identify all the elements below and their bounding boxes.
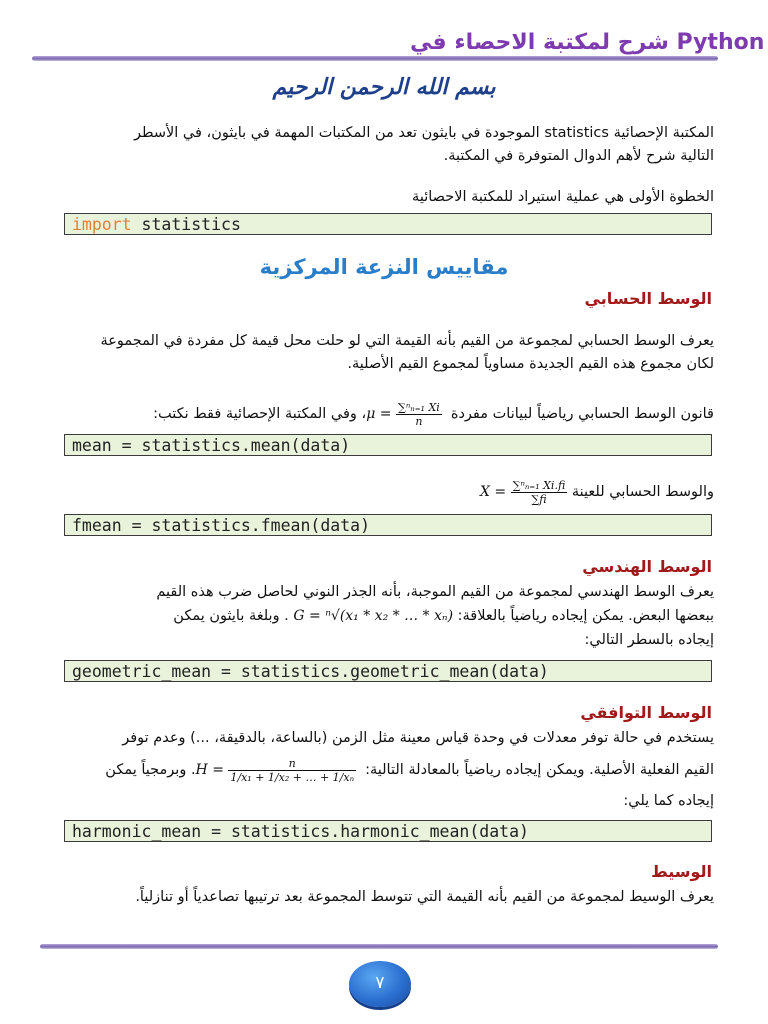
- heading-geometric-mean: الوسط الهندسي: [582, 557, 712, 576]
- heading-harmonic-mean: الوسط التوافقي: [580, 703, 712, 722]
- mean-law-text-a: قانون الوسط الحسابي رياضياً لبيانات مفردة: [450, 406, 714, 422]
- harmonic-mean-code-box: harmonic_mean = statistics.harmonic_mean(data): [64, 820, 712, 842]
- weighted-formula-fraction: [511, 479, 568, 506]
- mean-law-line: [56, 396, 714, 432]
- import-module: statistics: [131, 215, 241, 234]
- geometric-line-2: [56, 604, 714, 628]
- harmonic-line-1: يستخدم في حالة توفر معدلات في وحدة قياس معينة مثل الزمن (بالساعة، بالدقيقة، ...) وعدم توفر: [122, 730, 714, 746]
- weighted-mean-text: [56, 474, 714, 510]
- median-line-1: يعرف الوسيط لمجموعة من القيم بأنه القيمة التي تتوسط المجموعة بعد ترتيبها تصاعدياً أو تنازلياً.: [135, 889, 714, 905]
- harmonic-line-2b: . وبرمجياً يمكن: [105, 762, 196, 778]
- mean-law-text-b: ، وفي المكتبة الإحصائية فقط نكتب:: [153, 406, 367, 422]
- median-definition: [56, 886, 714, 909]
- harmonic-formula-numerator: n: [228, 757, 356, 771]
- fmean-code-box: fmean = statistics.fmean(data): [64, 514, 712, 536]
- harmonic-formula-fraction: [228, 757, 356, 784]
- import-keyword: import: [72, 215, 132, 234]
- footer-rule: [40, 944, 718, 949]
- harmonic-line-2: [56, 750, 714, 790]
- harmonic-formula-denominator: 1/x₁ + 1/x₂ + … + 1/xₙ: [230, 770, 355, 784]
- section-title-central-tendency: مقاييس النزعة المركزية: [259, 255, 509, 279]
- intro-paragraph: [56, 122, 714, 168]
- weighted-mean-formula: [480, 478, 567, 506]
- weighted-formula-lhs: X =: [480, 484, 507, 500]
- page-number-badge: [349, 961, 411, 1007]
- geometric-definition: [56, 580, 714, 652]
- document-header-title: شرح لمكتبة الاحصاء في Python: [410, 30, 765, 55]
- mean-code-box: mean = statistics.mean(data): [64, 434, 712, 456]
- weighted-mean-line: [56, 474, 714, 510]
- mean-line-1: يعرف الوسط الحسابي لمجموعة من القيم بأنه القيمة التي لو حلت محل قيمة كل مفردة في المجموعة: [100, 333, 714, 349]
- mean-law: [56, 396, 714, 432]
- geometric-line-2a: ببعضها البعض. يمكن إيجاده رياضياً بالعلاقة:: [457, 608, 714, 624]
- geometric-line-1: يعرف الوسط الهندسي لمجموعة من القيم الموجبة، بأنه الجذر النوني لحاصل ضرب هذه القيم: [156, 584, 714, 600]
- mean-formula-denominator: n: [415, 414, 423, 428]
- mean-formula-lhs: μ =: [366, 406, 392, 422]
- weighted-formula-denominator: ∑fi: [531, 492, 547, 506]
- harmonic-definition: [56, 727, 714, 813]
- basmala: بسم الله الرحمن الرحيم: [272, 74, 496, 100]
- harmonic-formula: [195, 756, 361, 784]
- heading-median: الوسيط: [651, 862, 712, 881]
- weighted-formula-numerator: ∑ⁿₙ₌₁ Xi.fi: [512, 478, 566, 492]
- harmonic-line-2a: القيم الفعلية الأصلية. ويمكن إيجاده رياضياً بالمعادلة التالية:: [365, 762, 714, 778]
- page-number: ٧: [375, 973, 385, 993]
- mean-formula: [366, 400, 446, 428]
- geometric-line-3: إيجاده بالسطر التالي:: [584, 632, 714, 648]
- harmonic-formula-lhs: H =: [195, 762, 224, 778]
- geometric-formula: G = ⁿ√(x₁ * x₂ * … * xₙ): [293, 608, 454, 624]
- intro-line-2: التالية شرح لأهم الدوال المتوفرة في المكتبة.: [443, 148, 714, 164]
- intro-line-1: المكتبة الإحصائية statistics الموجودة في بايثون تعد من المكتبات المهمة في بايثون، في الأسطر: [133, 125, 714, 141]
- import-text-line: الخطوة الأولى هي عملية استيراد للمكتبة الاحصائية: [412, 189, 714, 205]
- mean-formula-numerator: ∑ⁿₙ₌₁ Xi: [397, 400, 440, 414]
- geometric-line-2b: . وبلغة بايثون يمكن: [173, 608, 289, 624]
- mean-formula-fraction: [396, 401, 442, 428]
- geometric-mean-code-box: geometric_mean = statistics.geometric_mean(data): [64, 660, 712, 682]
- import-code-box: [64, 213, 712, 235]
- heading-arithmetic-mean: الوسط الحسابي: [584, 289, 712, 308]
- mean-line-2: لكان مجموع هذه القيم الجديدة مساوياً لمجموع القيم الأصلية.: [347, 356, 714, 372]
- weighted-mean-label: والوسط الحسابي للعينة: [571, 484, 714, 500]
- mean-definition: [56, 330, 714, 376]
- header-rule: [32, 56, 718, 61]
- import-text: [56, 186, 714, 209]
- harmonic-line-3: إيجاده كما يلي:: [623, 793, 714, 809]
